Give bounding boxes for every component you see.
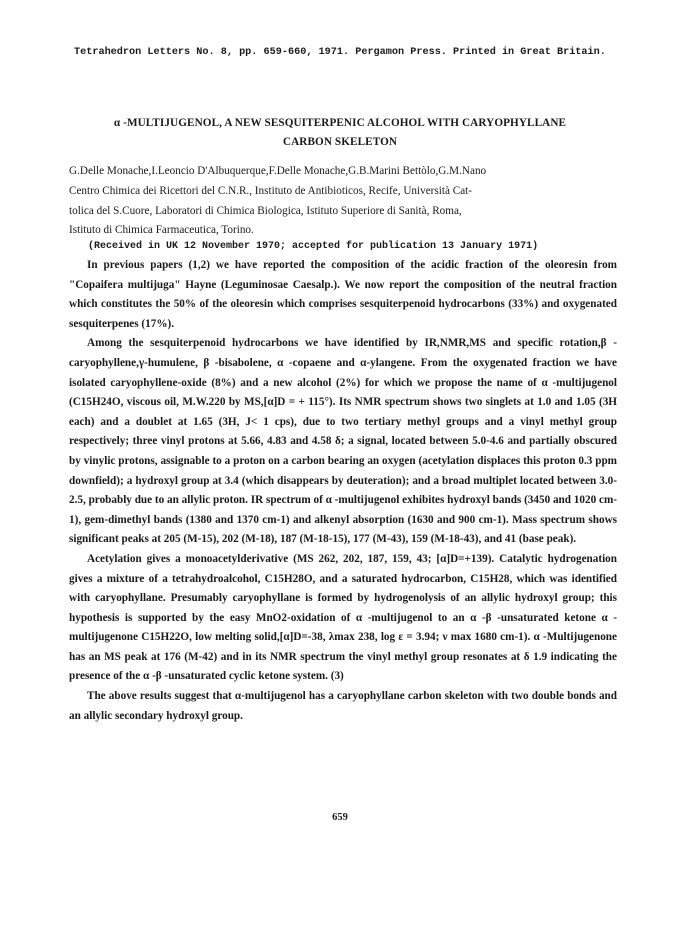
affiliation-line-3: Istituto di Chimica Farmaceutica, Torino. — [69, 224, 254, 237]
article-body — [69, 256, 617, 726]
paragraph-introduction: In previous papers (1,2) we have reported the composition of the acidic fraction of the oleoresin from "Copaifera multijuga" Hayne (Leguminosae Caesalp.). We now report the composition of the neutral fraction which constitutes the 50% of the oleoresin which comprises sesquiterpenoid hydrocarbons (33%) and oxygenated sesquiterpenes (17%). — [69, 259, 617, 330]
paragraph-identification: Among the sesquiterpenoid hydrocarbons we have identified by IR,NMR,MS and specific rotation,β -caryophyllene,γ-humulene, β -bisabolene, α -copaene and α-ylangene. From the oxygenated fraction we have isolated caryophyllene-oxide (8%) and a new alcohol (2%) for which we propose the name of α -multijugenol (C15H24O, viscous oil, M.W.220 by MS,[α]D = + 115°). Its NMR spectrum shows two singlets at 1.0 and 1.05 (3H each) and a doublet at 1.65 (3H, J< 1 cps), due to two tertiary methyl groups and a vinyl methyl group respectively; three vinyl protons at 5.66, 4.83 and 4.58 δ; a signal, located between 5.0-4.6 and partially obscured by vinylic protons, assignable to a proton on a carbon bearing an oxygen (acetylation displaces this proton 0.3 ppm downfield); a hydroxyl group at 3.4 (which disappears by deuteration); and a broad multiplet located between 3.0-2.5, probably due to an allylic proton. IR spectrum of α -multijugenol exhibites hydroxyl bands (3450 and 1020 cm-1), gem-dimethyl bands (1380 and 1370 cm-1) and alkenyl absorption (1630 and 900 cm-1). Mass spectrum shows significant peaks at 205 (M-15), 202 (M-18), 187 (M-18-15), 177 (M-43), 159 (M-18-43), and 41 (base peak). — [69, 337, 617, 546]
title-line-2: CARBON SKELETON — [282, 136, 398, 148]
paragraph-acetylation: Acetylation gives a monoacetylderivative (MS 262, 202, 187, 159, 43; [α]D=+139). Catalytic hydrogenation gives a mixture of a tetrahydroalcohol, C15H28O, and a saturated hydrocarbon, C15H28, which was identified with caryophyllane. Presumably caryophyllane is formed by hydrogenolysis of an allylic hydroxyl group; this hypothesis is supported by the easy MnO2-oxidation of α -multijugenol to an α -β -unsaturated ketone α -multijugenone C15H22O, low melting solid,[α]D=-38, λmax 238, log ε = 3.94; ν max 1680 cm-1). α -Multijugenone has an MS peak at 176 (M-42) and in its NMR spectrum the vinyl methyl group resonates at δ 1.9 indicating the presence of the α -β -unsaturated cyclic ketone system. (3) — [69, 552, 617, 683]
running-head: Tetrahedron Letters No. 8, pp. 659-660, 1971. Pergamon Press. Printed in Great Britain. — [74, 47, 606, 58]
received-dates: (Received in UK 12 November 1970; accepted for publication 13 January 1971) — [88, 241, 539, 252]
article-title — [70, 114, 610, 152]
author-block — [69, 162, 617, 241]
affiliation-line-1: Centro Chimica dei Ricettori del C.N.R., Instituto de Antibioticos, Recife, Università Cat- — [69, 184, 472, 197]
title-line-1: α -MULTIJUGENOL, A NEW SESQUITERPENIC ALCOHOL WITH CARYOPHYLLANE — [113, 117, 567, 129]
page-number: 659 — [332, 812, 348, 823]
author-names: G.Delle Monache,I.Leoncio D'Albuquerque,F.Delle Monache,G.B.Marini Bettòlo,G.M.Nano — [69, 165, 487, 177]
paragraph-conclusion: The above results suggest that α-multijugenol has a caryophyllane carbon skeleton with two double bonds and an allylic secondary hydroxyl group. — [69, 690, 617, 722]
affiliation-line-2: tolica del S.Cuore, Laboratori di Chimica Biologica, Istituto Superiore di Sanità, Roma, — [69, 204, 462, 217]
